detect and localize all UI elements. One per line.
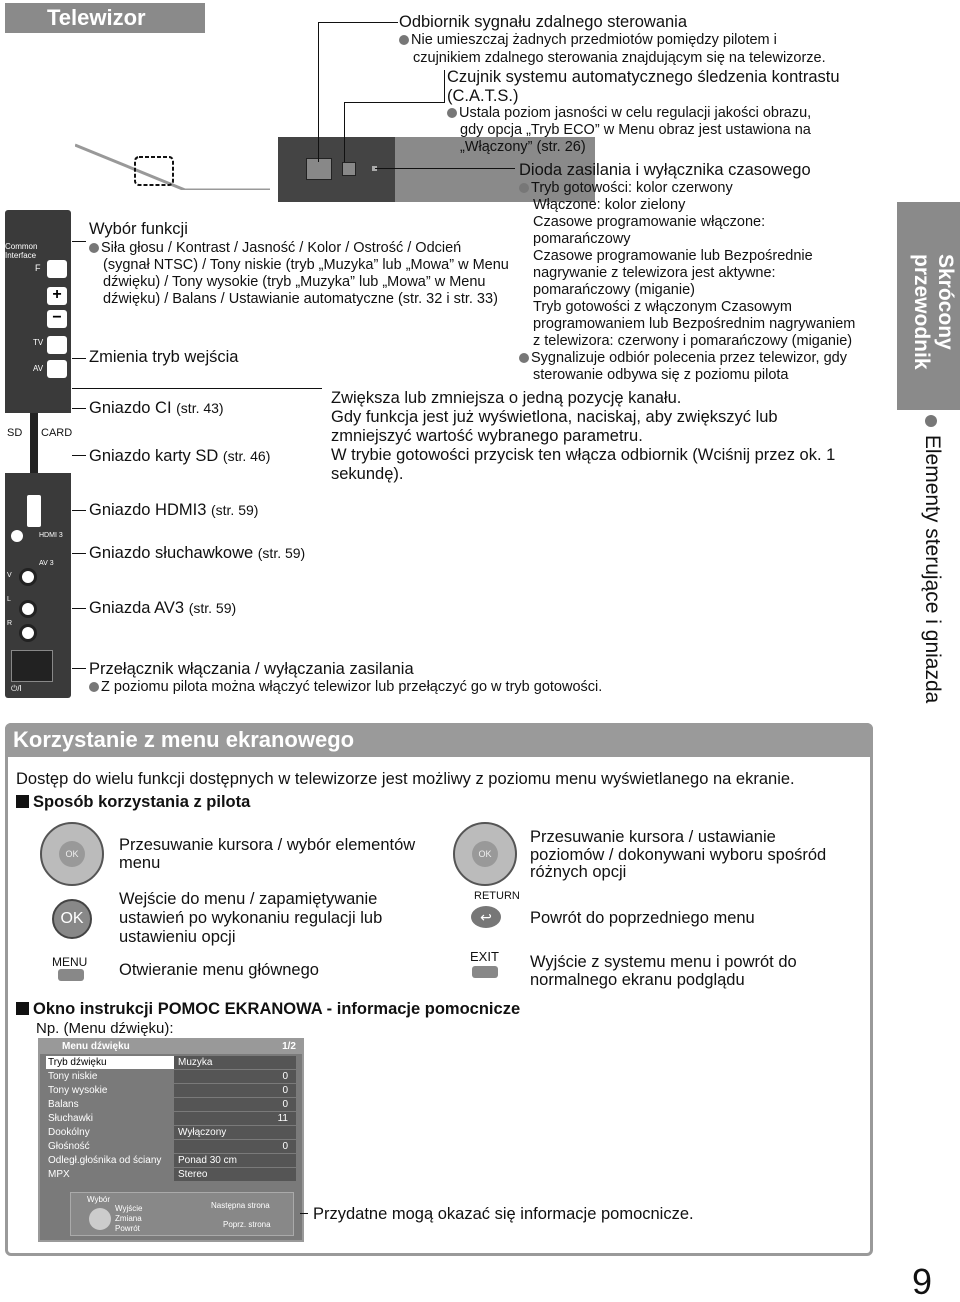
av-label: AV: [33, 364, 44, 373]
left-item-2-line1: Wejście do menu / zapamiętywanie: [119, 890, 378, 908]
card-label: CARD: [41, 427, 73, 439]
osd-sound-menu: [38, 1038, 304, 1242]
right-item-1-line2: poziomów / dokonywani wyboru spośród: [530, 846, 827, 864]
osd-row-2[interactable]: Tony wysokie 0: [46, 1084, 296, 1097]
right-item-3-line1: Wyjście z systemu menu i powrót do: [530, 953, 797, 971]
av3-label-text: Gniazda AV3 (str. 59): [89, 599, 237, 617]
f-label: F: [35, 263, 41, 273]
hdmi3-label: HDMI 3: [39, 532, 63, 539]
osd-header: [40, 1040, 302, 1054]
hdmi3-port[interactable]: [27, 495, 41, 527]
cats-sensor-window: [342, 162, 356, 176]
input-mode-label: Zmienia tryb wejścia: [89, 348, 239, 366]
ok-button[interactable]: OK: [52, 899, 92, 939]
channel-line3: zmniejszyć wartość wybranego parametru.: [331, 427, 643, 445]
help-heading: Okno instrukcji POMOC EKRANOWA - informacje pomocnicze: [16, 1000, 520, 1019]
tv-button[interactable]: [47, 336, 67, 354]
remote-heading: Sposób korzystania z pilota: [16, 793, 250, 812]
osd-title: Menu dźwięku: [62, 1041, 130, 1052]
headphone-jack[interactable]: [11, 530, 23, 542]
dpad-left[interactable]: [40, 822, 104, 886]
menu-button-label: MENU: [52, 955, 88, 969]
left-item-2-line3: ustawieniu opcji: [119, 928, 236, 946]
sensor-panel: [278, 137, 395, 202]
power-symbol-label: ⏻/I: [11, 684, 22, 693]
sidebar-tab: [897, 202, 960, 410]
osd-help-dpad-icon: [89, 1208, 111, 1230]
osd-page: 1/2: [282, 1041, 296, 1052]
av-input-button[interactable]: [47, 360, 67, 378]
channel-down-button[interactable]: −: [47, 310, 67, 328]
osd-row-4[interactable]: Słuchawki 11: [46, 1112, 296, 1125]
channel-up-button[interactable]: +: [47, 287, 67, 305]
help-example: Np. (Menu dźwięku):: [36, 1020, 174, 1037]
left-item-1-line2: menu: [119, 854, 161, 872]
menu-section-title: Korzystanie z menu ekranowego: [5, 723, 873, 757]
function-line2: (sygnał NTSC) / Tony niskie (tryb „Muzyka” lub „Mowa” w Menu: [103, 257, 509, 273]
headphone-label: Gniazdo słuchawkowe (str. 59): [89, 544, 306, 562]
menu-intro: Dostęp do wielu funkcji dostępnych w telewizorze jest możliwy z poziomu menu wyświetlanego na ekranie.: [16, 770, 795, 788]
channel-line5: sekundę).: [331, 465, 404, 483]
power-switch-note: Z poziomu pilota można włączyć telewizor lub przełączyć go w tryb gotowości.: [89, 679, 602, 696]
ci-slot-label: Gniazdo CI (str. 43): [89, 399, 224, 417]
osd-row-8[interactable]: MPX Stereo: [46, 1168, 296, 1181]
channel-line2: Gdy funkcja jest już wyświetlona, naciskaj, aby zwiększyć lub: [331, 408, 778, 426]
cats-title2: (C.A.T.S.): [447, 87, 519, 105]
av3-audio-right-jack[interactable]: [19, 624, 37, 642]
menu-button[interactable]: [58, 969, 84, 981]
osd-row-6[interactable]: Głośność 0: [46, 1140, 296, 1153]
function-button[interactable]: [47, 260, 67, 278]
led-lines: Tryb gotowości: kolor czerwony Włączone: kolor zielony Czasowe programowanie włączone: pomarańczowy Czasowe programowanie lub Bezpośrednie nagrywanie z telewizora jest aktywne: pomarańczowy (miganie) Tryb gotowości z włączonym Czasowym programowaniem lub Bezpośrednim nagrywaniem z telewizora: czerwony i pomarańczowy (miganie) Sygnalizuje odbiór polecenia przez telewizor, gdy sterowanie odbywa się z poziomu pilota: [519, 180, 847, 384]
help-note: Przydatne mogą okazać się informacje pomocnicze.: [313, 1205, 694, 1223]
osd-row-3[interactable]: Balans 0: [46, 1098, 296, 1111]
cats-line2: gdy opcja „Tryb ECO” w Menu obraz jest ustawiona na: [460, 122, 811, 138]
section-title-telewizor: Telewizor: [5, 3, 205, 33]
av3-audio-left-jack[interactable]: [19, 600, 37, 618]
sidebar-section-label: Elementy sterujące i gniazda: [920, 415, 944, 703]
cats-line3: „Włączony” (str. 26): [460, 139, 586, 155]
led-title: Dioda zasilania i wyłącznika czasowego: [519, 161, 811, 179]
right-item-3-line2: normalnego ekranu podglądu: [530, 971, 745, 989]
power-switch[interactable]: [11, 650, 53, 682]
function-line1: Siła głosu / Kontrast / Jasność / Kolor / Ostrość / Odcień: [89, 240, 461, 257]
power-switch-label: Przełącznik włączania / wyłączania zasilania: [89, 660, 414, 678]
osd-row-0[interactable]: Tryb dźwięku Muzyka: [46, 1056, 296, 1069]
av3-video-jack[interactable]: [19, 568, 37, 586]
osd-row-5[interactable]: Dookólny Wyłączony: [46, 1126, 296, 1139]
r-label: R: [7, 620, 13, 627]
osd-help-box: Wybór Wyjście Zmiana Powrót Następna strona Poprz. strona: [70, 1192, 294, 1236]
function-title: Wybór funkcji: [89, 220, 188, 238]
channel-line4: W trybie gotowości przycisk ten włącza odbiornik (Wciśnij przez ok. 1: [331, 446, 836, 464]
ok-center-label: OK: [59, 841, 85, 867]
remote-sensor-line2: czujnikiem zdalnego sterowania znajdującym się na telewizorze.: [413, 50, 826, 66]
left-item-2-line2: ustawień po wykonaniu regulacji lub: [119, 909, 383, 927]
remote-sensor-window: [306, 158, 332, 180]
right-item-1-line1: Przesuwanie kursora / ustawianie: [530, 828, 776, 846]
hdmi3-label-text: Gniazdo HDMI3 (str. 59): [89, 501, 259, 519]
remote-sensor-line1: Nie umieszczaj żadnych przedmiotów pomiędzy pilotem i: [399, 32, 777, 49]
channel-line1: Zwiększa lub zmniejsza o jedną pozycję kanału.: [331, 389, 682, 407]
tv-label: TV: [33, 338, 44, 347]
remote-sensor-title: Odbiornik sygnału zdalnego sterowania: [399, 13, 688, 31]
sd-card-slot[interactable]: [30, 413, 38, 473]
right-item-2-line1: Powrót do poprzedniego menu: [530, 909, 755, 927]
function-line4: dźwięku) / Balans / Ustawianie automatyczne (str. 32 i str. 33): [103, 291, 498, 307]
page-number: 9: [912, 1261, 933, 1302]
sd-label: SD: [7, 427, 23, 439]
av3-label: AV 3: [39, 560, 54, 567]
right-item-1-line3: różnych opcji: [530, 863, 627, 881]
exit-button[interactable]: [472, 966, 498, 978]
v-label: V: [7, 572, 12, 579]
tv-illustration: [75, 5, 275, 190]
function-line3: dźwięku) / Tony wysokie (tryb „Muzyka” lub „Mowa” w Menu: [103, 274, 486, 290]
tv-side-panel: [5, 210, 71, 698]
osd-row-1[interactable]: Tony niskie 0: [46, 1070, 296, 1083]
cats-title1: Czujnik systemu automatycznego śledzenia kontrastu: [447, 68, 840, 86]
left-item-1-line1: Przesuwanie kursora / wybór elementów: [119, 836, 416, 854]
sidebar-title: Skrócony przewodnik: [910, 254, 957, 370]
common-interface-label: Common Interface: [5, 242, 38, 260]
cats-line1: Ustala poziom jasności w celu regulacji jakości obrazu,: [447, 105, 811, 122]
sd-slot-label: Gniazdo karty SD (str. 46): [89, 447, 271, 465]
card-area: [5, 413, 71, 473]
dpad-right[interactable]: [453, 822, 517, 886]
ok-center-label-right: OK: [472, 841, 498, 867]
osd-row-7[interactable]: Odległ.głośnika od ściany Ponad 30 cm: [46, 1154, 296, 1167]
return-button-label: RETURN: [474, 890, 520, 902]
left-item-3-line1: Otwieranie menu głównego: [119, 961, 319, 979]
l-label: L: [7, 596, 11, 603]
exit-button-label: EXIT: [470, 949, 499, 964]
return-button[interactable]: ↩: [471, 906, 501, 928]
